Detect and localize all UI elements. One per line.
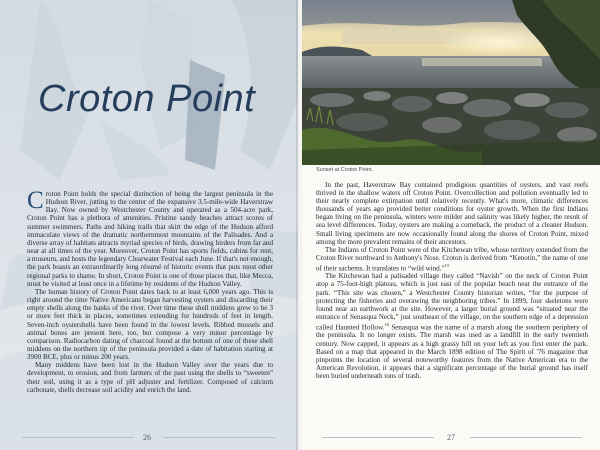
left-body-text	[27, 187, 273, 394]
footer-rule	[163, 437, 275, 438]
paragraph-text: The Indians of Croton Point were of the Kitchewan tribe, whose territory extended from the Croton River northward to Anthony's Nose. Croton is derived from “Kenotin,” the name of one of their sachems. It translates to “wild wind.”	[316, 245, 588, 273]
footer-rule	[470, 437, 582, 438]
left-page	[0, 0, 298, 450]
page-number: 27	[447, 433, 455, 442]
footer-rule	[22, 437, 134, 438]
paragraph-text: The Kitchewan had a palisaded village they called “Navish” on the neck of Croton Point atop a 75-foot-high plateau, which is just east of the popular beach near the entrance of the park. “This site was chosen,” a Westchester County historian writes, “for the purpose of protecting the fisheries and overawing the neighboring tribes.” In 1899, four skeletons were found near an earthwork at the site. However, a larger burial ground was “situated near the entrance of Senasqua Neck,” just southeast of the village, on the southern edge of a depression called Haunted Hollow.	[316, 272, 588, 332]
paragraph	[316, 272, 588, 380]
sunset-photo	[302, 0, 600, 165]
page-number: 26	[143, 433, 151, 442]
paragraph-text: Senasqua was the name of a marsh along the southern periphery of the peninsula. It no longer exists. The marsh was used as a landfill in the early twentieth century. Now capped, it appears as a high grassy hill on your left as you first enter the park. Based on a map that appeared in the March 1898 edition of The Spirit of '76 magazine that pinpoints the location of several noteworthy features from the Native American era to the American Revolution, it appears that a significant percentage of the burial ground has itself been buried underneath tons of trash.	[316, 323, 589, 380]
footnote-marker: 15	[444, 262, 450, 268]
paragraph: In the past, Haverstraw Bay contained prodigious quantities of oysters, and vast reefs thrived in the shallow waters off Croton Point. Overcollection and pollution eventually led to their nearly complete extirpation until relatively recently. What's more, climatic differences thousands of years ago provided better conditions for oyster growth. When the first Indians began living on the peninsula, winters were milder and salinity was likely higher, the result of sea level differences. Today, oysters are making a comeback, the product of a cleaner Hudson. Small living specimens are now occasionally found along the shores of Croton Point, mixed among the more prevalent remains of their ancestors.	[316, 181, 588, 246]
photo-caption: Sunset at Croton Point.	[316, 167, 373, 173]
page-title: Croton Point	[38, 78, 256, 120]
paragraph	[27, 187, 273, 288]
right-page	[302, 0, 600, 450]
paragraph: The human history of Croton Point dates back to at least 6,000 years ago. This is right around the time Native Americans began harvesting oysters and discarding their empty shells along the banks of the river. Over time these shell middens grew to be 3 or more feet thick in places, sometimes extending for hundreds of feet in length. Seven-inch oystershells have been found in the lowest levels. Ribbed mussels and animal bones are present here, too, but compose a very minor percentage by comparison. Radiocarbon dating of charcoal found at the bottom of one of these shell middens on the northern tip of the peninsula provided a date of habitation starting at 3900 BCE, plus or minus 200 years.	[27, 287, 273, 362]
paragraph-text: roton Point holds the special distinction of being the largest peninsula in the Hudson River, jutting to the center of the expansive 3.5-mile-wide Haverstraw Bay. Now owned by Westchester County and operated as a 504-acre park, Croton Point has a plethora of amenities. Pristine sandy beaches attract scores of summer swimmers. Paths and hiking trails that skirt the edge of the Hudson afford immaculate views of the dramatic northernmost mountains of the Palisades. And a diverse array of habitats attracts myriad species of birds, drawing birders from far and near at all times of the year. Moreover, Croton Point has sports fields, cabins for rent, a museum, and hosts the legendary Clearwater Festival each June. If that's not enough, the park boasts an extraordinarily long résumé of historic events that puts most other regional parks to shame. In short, Croton Point is one of those places that, like Mecca, must be visited at least once in a lifetime by residents of the Hudson Valley.	[27, 190, 273, 288]
footnote-marker: 16	[384, 321, 389, 327]
paragraph	[316, 246, 588, 273]
footer-rule	[322, 437, 434, 438]
drop-cap: C	[27, 187, 44, 214]
paragraph: Many middens have been lost in the Hudson Valley over the years due to development, to erosion, and from farmers of the past using the shells to “sweeten” their soil, using it as a type of pH adjuster and fertilizer. Composed of calcium carbonate, shells decrease soil acidity and enrich the land.	[27, 361, 273, 394]
right-body-text	[316, 181, 588, 380]
